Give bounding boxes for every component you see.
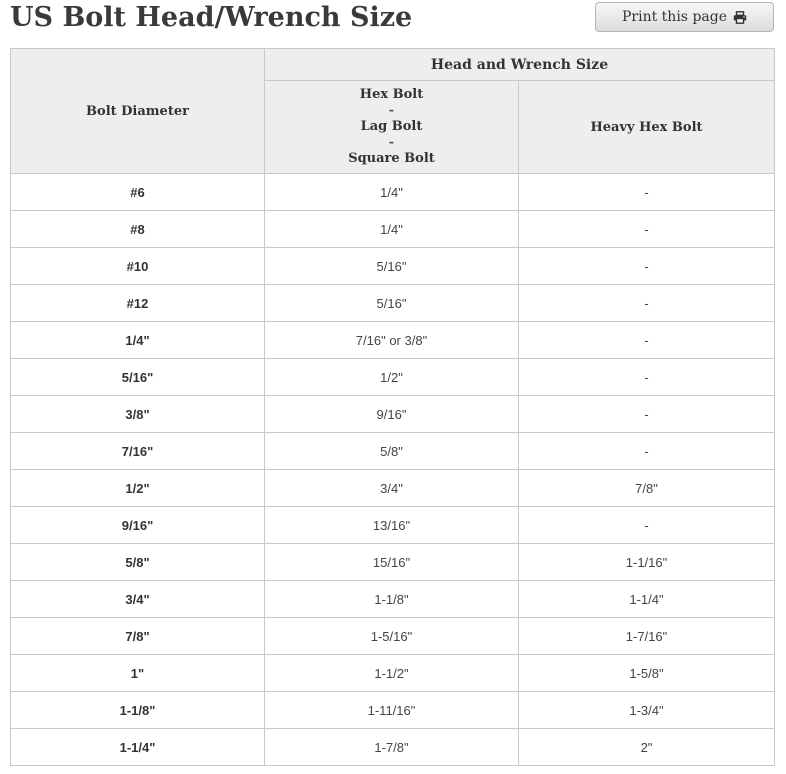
cell-heavy-hex-wrench-size: - [519, 211, 775, 248]
cell-heavy-hex-wrench-size: 2" [519, 729, 775, 766]
cell-bolt-diameter: #10 [11, 248, 265, 285]
table-row [11, 655, 775, 692]
cell-bolt-diameter: 7/8" [11, 618, 265, 655]
bolt-size-table [10, 48, 775, 766]
cell-bolt-diameter: 5/16" [11, 359, 265, 396]
cell-heavy-hex-wrench-size: - [519, 322, 775, 359]
col-header-heavy-hex: Heavy Hex Bolt [519, 81, 775, 174]
table-body [11, 174, 775, 766]
table-row [11, 507, 775, 544]
header-line-separator: - [388, 135, 395, 150]
cell-hex-wrench-size: 1/2" [265, 359, 519, 396]
col-header-bolt-diameter: Bolt Diameter [11, 49, 265, 174]
cell-hex-wrench-size: 1/4" [265, 174, 519, 211]
cell-heavy-hex-wrench-size: - [519, 396, 775, 433]
cell-hex-wrench-size: 1-1/2" [265, 655, 519, 692]
cell-heavy-hex-wrench-size: - [519, 285, 775, 322]
table-row [11, 211, 775, 248]
table-row [11, 433, 775, 470]
cell-bolt-diameter: 1-1/4" [11, 729, 265, 766]
header-line-lag-bolt: Lag Bolt [360, 119, 423, 134]
cell-heavy-hex-wrench-size: 1-1/4" [519, 581, 775, 618]
cell-hex-wrench-size: 5/16" [265, 285, 519, 322]
print-button-label: Print this page [622, 9, 727, 25]
cell-heavy-hex-wrench-size: - [519, 507, 775, 544]
cell-heavy-hex-wrench-size: - [519, 359, 775, 396]
cell-hex-wrench-size: 9/16" [265, 396, 519, 433]
cell-heavy-hex-wrench-size: - [519, 433, 775, 470]
table-row [11, 618, 775, 655]
page-title: US Bolt Head/Wrench Size [10, 2, 413, 33]
cell-hex-wrench-size: 1-1/8" [265, 581, 519, 618]
printer-icon [733, 11, 747, 24]
cell-hex-wrench-size: 3/4" [265, 470, 519, 507]
cell-bolt-diameter: #12 [11, 285, 265, 322]
cell-heavy-hex-wrench-size: 1-5/8" [519, 655, 775, 692]
cell-hex-wrench-size: 1-5/16" [265, 618, 519, 655]
header-line-hex-bolt: Hex Bolt [359, 87, 424, 102]
cell-bolt-diameter: 7/16" [11, 433, 265, 470]
cell-bolt-diameter: 3/8" [11, 396, 265, 433]
table-row [11, 692, 775, 729]
header-line-square-bolt: Square Bolt [348, 151, 435, 166]
cell-heavy-hex-wrench-size: 1-3/4" [519, 692, 775, 729]
table-row [11, 359, 775, 396]
table-row [11, 322, 775, 359]
header-line-separator: - [388, 103, 395, 118]
cell-bolt-diameter: 1" [11, 655, 265, 692]
cell-heavy-hex-wrench-size: - [519, 248, 775, 285]
cell-heavy-hex-wrench-size: 1-7/16" [519, 618, 775, 655]
table-row [11, 248, 775, 285]
cell-bolt-diameter: #6 [11, 174, 265, 211]
cell-hex-wrench-size: 1-7/8" [265, 729, 519, 766]
cell-hex-wrench-size: 5/8" [265, 433, 519, 470]
cell-bolt-diameter: 5/8" [11, 544, 265, 581]
cell-bolt-diameter: 9/16" [11, 507, 265, 544]
cell-bolt-diameter: 1/4" [11, 322, 265, 359]
table-row [11, 396, 775, 433]
col-header-hex-lag-square [265, 81, 519, 174]
cell-hex-wrench-size: 1-11/16" [265, 692, 519, 729]
cell-bolt-diameter: 1-1/8" [11, 692, 265, 729]
cell-heavy-hex-wrench-size: - [519, 174, 775, 211]
table-row [11, 470, 775, 507]
cell-bolt-diameter: 1/2" [11, 470, 265, 507]
print-button[interactable] [595, 2, 774, 32]
cell-hex-wrench-size: 7/16" or 3/8" [265, 322, 519, 359]
table-row [11, 544, 775, 581]
cell-bolt-diameter: 3/4" [11, 581, 265, 618]
table-row [11, 285, 775, 322]
cell-hex-wrench-size: 13/16" [265, 507, 519, 544]
cell-hex-wrench-size: 1/4" [265, 211, 519, 248]
cell-hex-wrench-size: 5/16" [265, 248, 519, 285]
table-row [11, 581, 775, 618]
cell-hex-wrench-size: 15/16" [265, 544, 519, 581]
cell-heavy-hex-wrench-size: 7/8" [519, 470, 775, 507]
col-group-header-head-wrench: Head and Wrench Size [265, 49, 775, 81]
table-row [11, 174, 775, 211]
cell-bolt-diameter: #8 [11, 211, 265, 248]
table-row [11, 729, 775, 766]
cell-heavy-hex-wrench-size: 1-1/16" [519, 544, 775, 581]
